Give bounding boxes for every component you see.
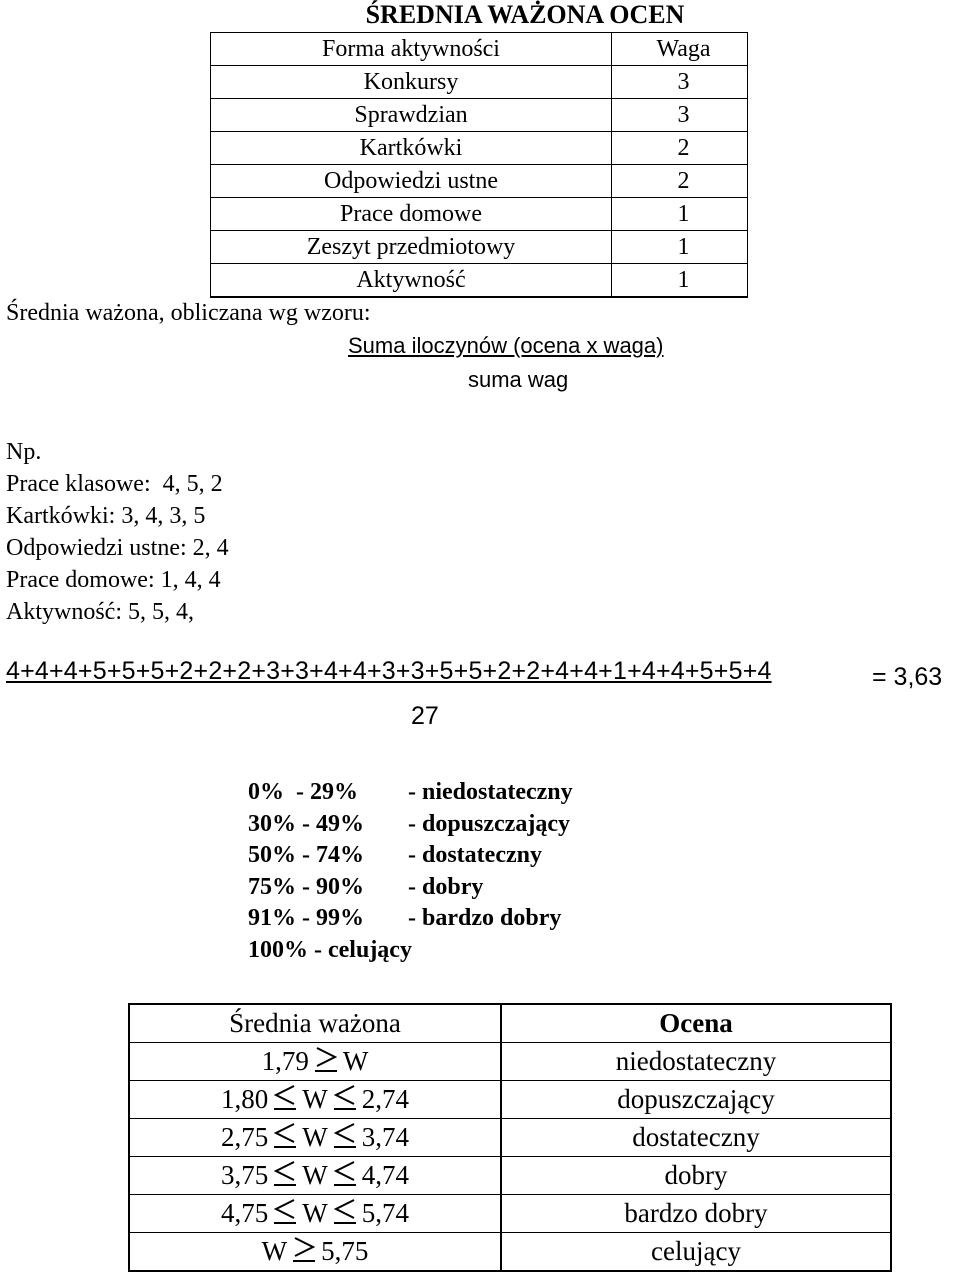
table-row [129, 1119, 891, 1157]
table-row [129, 1081, 891, 1119]
grades-header-row [129, 1004, 891, 1043]
range-right: 3,74 [361, 1122, 409, 1152]
range-cell [129, 1119, 501, 1157]
scale-row [248, 935, 573, 967]
scale-grade: - bardzo dobry [408, 905, 562, 931]
example-line: Prace domowe: 1, 4, 4 [6, 567, 221, 593]
weight-cell: 2 [612, 132, 748, 165]
scale-grade: - dopuszczający [408, 810, 570, 837]
weight-cell: 3 [612, 66, 748, 99]
range-left: 3,75 [221, 1160, 269, 1190]
scale-range: 0% - 29% [248, 779, 358, 805]
range-cell [129, 1081, 501, 1119]
scale-range: 50% - 74% [248, 842, 364, 868]
header-weight: Waga [612, 33, 748, 66]
grade-cell: celujący [501, 1233, 891, 1272]
greater-equal-icon [315, 1044, 337, 1072]
less-equal-icon [334, 1120, 356, 1148]
formula-numerator: Suma iloczynów (ocena x waga) [348, 333, 664, 358]
form-cell: Prace domowe [211, 198, 612, 231]
example-line: Aktywność: 5, 5, 4, [6, 599, 194, 625]
table-row [211, 264, 748, 298]
range-left: 1,79 [261, 1046, 309, 1076]
table-row [211, 198, 748, 231]
scale-range: 91% - 99% [248, 905, 364, 931]
table-row [129, 1157, 891, 1195]
range-var: W [342, 1046, 369, 1076]
range-var: W [302, 1122, 328, 1152]
table-row [129, 1195, 891, 1233]
page-title: ŚREDNIA WAŻONA OCEN [365, 0, 685, 29]
form-cell: Kartkówki [211, 132, 612, 165]
grade-cell: bardzo dobry [501, 1195, 891, 1233]
range-cell [129, 1233, 501, 1272]
weight-cell: 1 [612, 264, 748, 298]
example-line: Kartkówki: 3, 4, 3, 5 [6, 503, 206, 529]
range-cell [129, 1195, 501, 1233]
scale-grade: - dobry [408, 873, 484, 900]
grade-cell: niedostateczny [501, 1043, 891, 1081]
scale-range: 75% - 90% [248, 873, 364, 900]
table-row [211, 132, 748, 165]
form-cell: Aktywność [211, 264, 612, 298]
formula-intro: Średnia ważona, obliczana wg wzoru: [6, 300, 371, 326]
table-row [129, 1233, 891, 1272]
form-cell: Zeszyt przedmiotowy [211, 231, 612, 264]
form-cell: Konkursy [211, 66, 612, 99]
example-line: Odpowiedzi ustne: 2, 4 [6, 535, 229, 561]
scale-grade: - niedostateczny [408, 779, 573, 805]
table-row [211, 66, 748, 99]
weight-cell: 3 [612, 99, 748, 132]
less-equal-icon [274, 1082, 296, 1110]
range-left: 4,75 [221, 1198, 269, 1228]
less-equal-icon [334, 1082, 356, 1110]
header-grade: Ocena [501, 1004, 891, 1043]
grade-cell: dopuszczający [501, 1081, 891, 1119]
weights-table [210, 32, 748, 298]
calculation-denominator: 27 [411, 702, 439, 730]
weight-cell: 1 [612, 198, 748, 231]
range-left: W [261, 1236, 288, 1266]
grade-cell: dobry [501, 1157, 891, 1195]
range-right: 4,74 [361, 1160, 409, 1190]
percent-scale [248, 777, 573, 966]
scale-row [248, 840, 573, 872]
less-equal-icon [274, 1158, 296, 1186]
formula-denominator: suma wag [468, 367, 569, 392]
example-block [6, 436, 229, 628]
calculation-result: = 3,63 [872, 663, 943, 691]
table-row [211, 231, 748, 264]
less-equal-icon [274, 1120, 296, 1148]
weight-cell: 2 [612, 165, 748, 198]
grades-table [128, 1003, 892, 1272]
weights-header-row [211, 33, 748, 66]
range-var: W [302, 1084, 328, 1114]
range-var: 5,75 [321, 1236, 369, 1266]
range-cell [129, 1157, 501, 1195]
less-equal-icon [274, 1196, 296, 1224]
table-row [211, 165, 748, 198]
range-cell [129, 1043, 501, 1081]
example-label: Np. [6, 439, 42, 465]
header-form: Forma aktywności [211, 33, 612, 66]
weight-cell: 1 [612, 231, 748, 264]
form-cell: Odpowiedzi ustne [211, 165, 612, 198]
scale-row [248, 903, 573, 935]
calculation-numerator: 4+4+4+5+5+5+2+2+2+3+3+4+4+3+3+5+5+2+2+4+4+1+4+4+5+5+4 [6, 657, 772, 685]
range-var: W [302, 1160, 328, 1190]
scale-row [248, 872, 573, 904]
scale-row [248, 809, 573, 841]
less-equal-icon [334, 1196, 356, 1224]
range-left: 1,80 [221, 1084, 269, 1114]
example-line: Prace klasowe: 4, 5, 2 [6, 471, 223, 497]
scale-row [248, 777, 573, 809]
scale-range: 100% - celujący [248, 936, 412, 963]
header-average: Średnia ważona [129, 1004, 501, 1043]
range-left: 2,75 [221, 1122, 269, 1152]
scale-range: 30% - 49% [248, 810, 364, 837]
greater-equal-icon [293, 1234, 315, 1262]
scale-grade: - dostateczny [408, 842, 542, 868]
range-right: 2,74 [361, 1084, 409, 1114]
form-cell: Sprawdzian [211, 99, 612, 132]
range-right: 5,74 [361, 1198, 409, 1228]
less-equal-icon [334, 1158, 356, 1186]
grade-cell: dostateczny [501, 1119, 891, 1157]
table-row [129, 1043, 891, 1081]
range-var: W [302, 1198, 328, 1228]
table-row [211, 99, 748, 132]
